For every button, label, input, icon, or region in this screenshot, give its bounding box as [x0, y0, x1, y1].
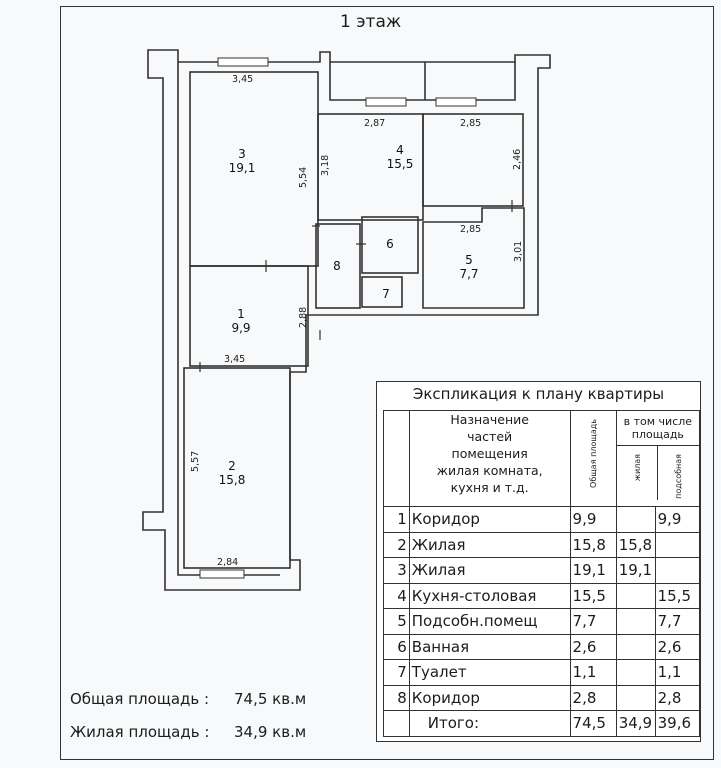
room-number: 3 [238, 147, 246, 161]
dimension-label: 5,57 [190, 450, 201, 472]
living-area-label: Жилая площадь : [70, 723, 210, 741]
room-area: 15,5 [386, 157, 414, 171]
dimension-label: 2,87 [364, 118, 386, 129]
header-living: жилая [632, 454, 642, 482]
table-row: 5 Подсобн.помещ 7,7 7,7 [384, 609, 700, 635]
header-name: Назначение частей помещения жилая комната, кухня и т.д. [409, 411, 570, 507]
table-row: 3 Жилая 19,1 19,1 [384, 558, 700, 584]
table-row: 7 Туалет 1,1 1,1 [384, 660, 700, 686]
room-area: 7,7 [459, 267, 479, 281]
room-number: 7 [382, 287, 390, 301]
table-row: 8 Коридор 2,8 2,8 [384, 685, 700, 711]
room-area: 19,1 [228, 161, 256, 175]
dimension-label: 5,54 [298, 166, 309, 188]
room-number: 4 [396, 143, 404, 157]
header-including: в том числе [623, 415, 693, 428]
room-area: 9,9 [231, 321, 251, 335]
explication-grid [383, 410, 700, 737]
dimension-label: 2,88 [298, 306, 309, 328]
total-area-value: 74,5 кв.м [234, 690, 307, 708]
room-number: 6 [386, 237, 394, 251]
explication-table [376, 381, 701, 742]
room-number: 8 [333, 259, 341, 273]
table-header [384, 411, 700, 507]
header-area: площадь [631, 428, 684, 441]
dimension-label: 3,18 [320, 154, 331, 176]
dimension-label: 3,45 [224, 354, 246, 365]
dimension-label: 2,85 [460, 118, 482, 129]
table-row: 6 Ванная 2,6 2,6 [384, 634, 700, 660]
dimension-label: 2,84 [217, 557, 239, 568]
table-row: 4 Кухня-столовая 15,5 15,5 [384, 583, 700, 609]
dimension-label: 3,01 [513, 240, 524, 262]
header-aux: подсобная [674, 454, 684, 499]
room-number: 1 [237, 307, 245, 321]
dimension-label: 2,46 [512, 148, 523, 170]
header-total: Общая площадь [588, 419, 598, 488]
table-row: 2 Жилая 15,8 15,8 [384, 532, 700, 558]
dimension-label: 3,45 [232, 74, 254, 85]
explication-title: Экспликация к плану квартиры [412, 385, 665, 403]
living-area-value: 34,9 кв.м [234, 723, 307, 741]
room-area: 15,8 [218, 473, 246, 487]
dimension-label: 2,85 [460, 224, 482, 235]
floor-title: 1 этаж [340, 12, 402, 32]
room-number: 2 [228, 459, 236, 473]
total-area-label: Общая площадь : [70, 690, 210, 708]
room-number: 5 [465, 253, 473, 267]
area-totals [70, 683, 307, 749]
table-row: 1 Коридор 9,9 9,9 [384, 507, 700, 533]
table-footer-row: Итого: 74,5 34,9 39,6 [384, 711, 700, 737]
